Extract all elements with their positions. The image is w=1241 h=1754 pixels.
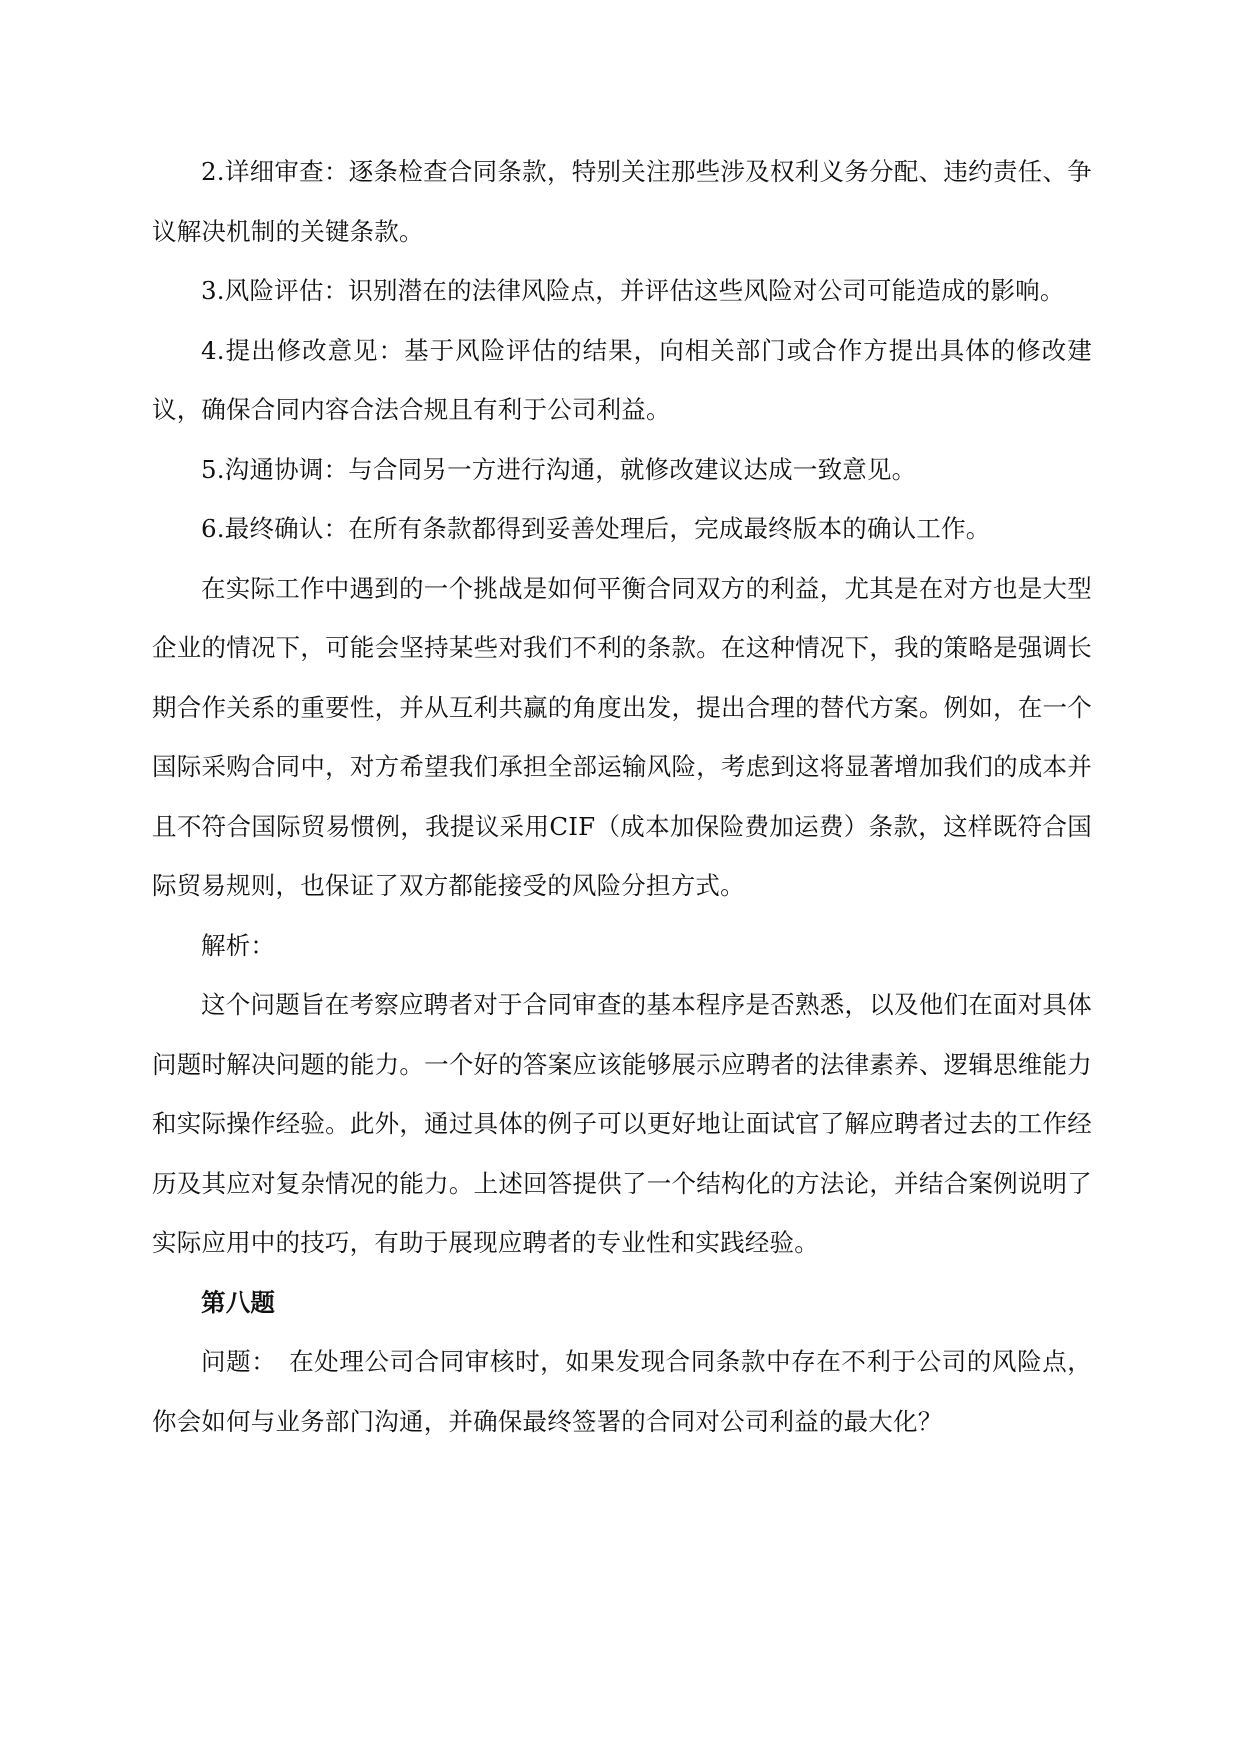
step-5-communication: 5.沟通协调：与合同另一方进行沟通，就修改建议达成一致意见。	[201, 454, 917, 484]
step-6-final-confirmation: 6.最终确认：在所有条款都得到妥善处理后，完成最终版本的确认工作。	[201, 514, 991, 543]
step-4-revision-suggestions: 4.提出修改意见：基于风险评估的结果，向相关部门或合作方提出具体的修改建议，确保合同内容合法合规且有利于公司利益。	[152, 335, 1092, 424]
section-heading-question-8: 第八题	[201, 1287, 276, 1317]
analysis-paragraph: 这个问题旨在考察应聘者对于合同审查的基本程序是否熟悉，以及他们在面对具体问题时解决问题的能力。一个好的答案应该能够展示应聘者的法律素养、逻辑思维能力和实际操作经验。此外，通过具体的例子可以更好地让面试官了解应聘者过去的工作经历及其应对复杂情况的能力。上述回答提供了一个结构化的方法论，并结合案例说明了实际应用中的技巧，有助于展现应聘者的专业性和实践经验。	[152, 990, 1092, 1257]
challenge-example-paragraph: 在实际工作中遇到的一个挑战是如何平衡合同双方的利益，尤其是在对方也是大型企业的情况下，可能会坚持某些对我们不利的条款。在这种情况下，我的策略是强调长期合作关系的重要性，并从互利共赢的角度出发，提出合理的替代方案。例如，在一个国际采购合同中，对方希望我们承担全部运输风险，考虑到这将显著增加我们的成本并且不符合国际贸易惯例，我提议采用CIF（成本加保险费加运费）条款，这样既符合国际贸易规则，也保证了双方都能接受的风险分担方式。	[152, 573, 1092, 900]
question-8-text: 问题： 在处理公司合同审核时，如果发现合同条款中存在不利于公司的风险点，你会如何与业务部门沟通，并确保最终签署的合同对公司利益的最大化？	[152, 1347, 1092, 1436]
step-2-detailed-review: 2.详细审查：逐条检查合同条款，特别关注那些涉及权利义务分配、违约责任、争议解决机制的关键条款。	[152, 157, 1092, 246]
analysis-label: 解析：	[201, 930, 276, 960]
document-body	[152, 142, 1092, 1451]
step-3-risk-assessment: 3.风险评估：识别潜在的法律风险点，并评估这些风险对公司可能造成的影响。	[201, 276, 1065, 305]
